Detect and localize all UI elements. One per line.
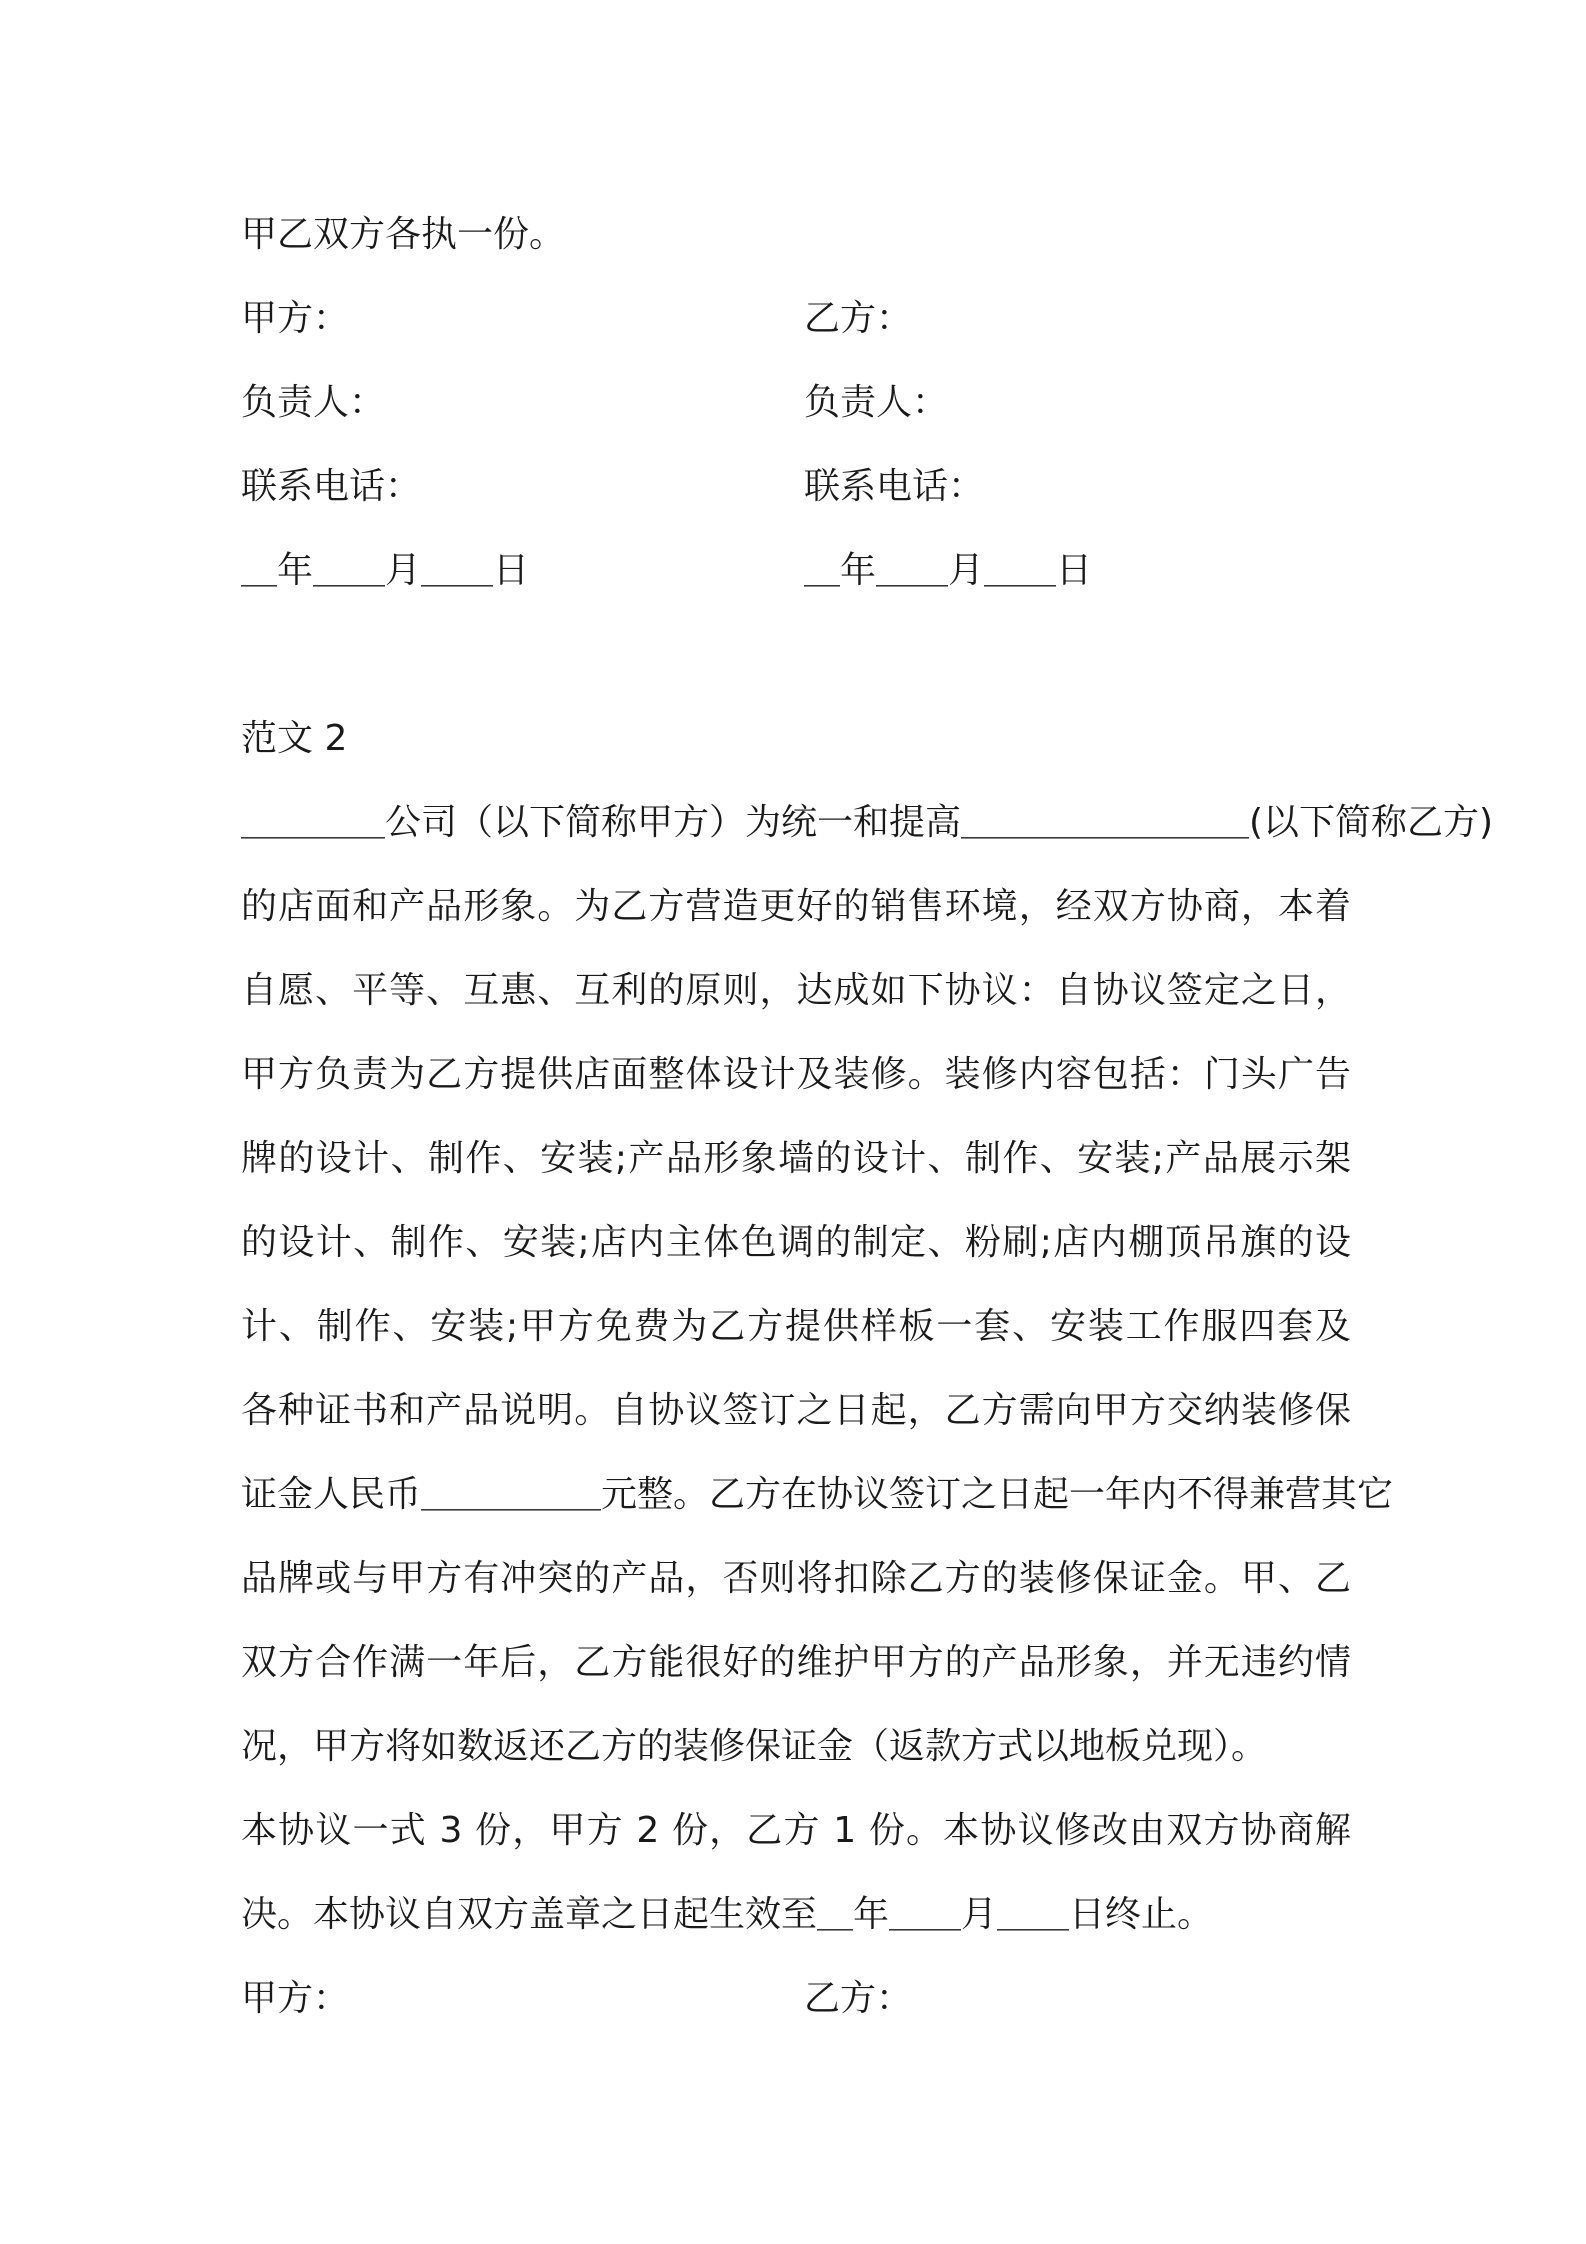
- paragraph-line: 各种证书和产品说明。自协议签订之日起，乙方需向甲方交纳装修保: [241, 1390, 1351, 1431]
- party-a-date: ＿年＿＿月＿＿日: [241, 550, 530, 591]
- paragraph-line: 证金人民币＿＿＿＿＿元整。乙方在协议签订之日起一年内不得兼营其它: [241, 1474, 1394, 1515]
- signature-row-phone: [241, 445, 1351, 529]
- party-a-representative-label: 负责人：: [241, 382, 386, 423]
- paragraph-line: 的设计、制作、安装;店内主体色调的制定、粉刷;店内棚顶吊旗的设: [241, 1222, 1351, 1263]
- paragraph-line: 计、制作、安装;甲方免费为乙方提供样板一套、安装工作服四套及: [241, 1306, 1351, 1347]
- paragraph-line: ＿＿＿＿公司（以下简称甲方）为统一和提高＿＿＿＿＿＿＿＿(以下简称乙方): [241, 802, 1494, 843]
- paragraph-line: 本协议一式 3 份，甲方 2 份，乙方 1 份。本协议修改由双方协商解: [241, 1810, 1351, 1851]
- party-b-label: 乙方：: [804, 298, 913, 339]
- paragraph-line: 品牌或与甲方有冲突的产品，否则将扣除乙方的装修保证金。甲、乙: [241, 1558, 1351, 1599]
- party-b-representative-label: 负责人：: [804, 382, 949, 423]
- paragraph-line: 的店面和产品形象。为乙方营造更好的销售环境，经双方协商，本着: [241, 886, 1351, 927]
- party-b-label: 乙方：: [804, 1978, 913, 2019]
- signature-row-party-2: [241, 1957, 1351, 2041]
- paragraph-line: 双方合作满一年后，乙方能很好的维护甲方的产品形象，并无违约情: [241, 1642, 1351, 1683]
- paragraph-line: 牌的设计、制作、安装;产品形象墙的设计、制作、安装;产品展示架: [241, 1138, 1351, 1179]
- signature-row-party: [241, 277, 1351, 361]
- signature-row-representative: [241, 361, 1351, 445]
- party-b-date: ＿年＿＿月＿＿日: [804, 550, 1093, 591]
- paragraph-line: 自愿、平等、互惠、互利的原则，达成如下协议：自协议签定之日，: [241, 970, 1351, 1011]
- paragraph-line: 甲方负责为乙方提供店面整体设计及装修。装修内容包括：门头广告: [241, 1054, 1351, 1095]
- closing-text: 甲乙双方各执一份。: [241, 214, 566, 255]
- paragraph-line: 况，甲方将如数返还乙方的装修保证金（返款方式以地板兑现）。: [241, 1726, 1268, 1767]
- sample-heading: 范文 2: [241, 718, 348, 759]
- party-a-phone-label: 联系电话：: [241, 466, 422, 507]
- paragraph-line: 决。本协议自双方盖章之日起生效至＿年＿＿月＿＿日终止。: [241, 1894, 1214, 1935]
- signature-row-date: [241, 529, 1351, 613]
- party-a-label: 甲方：: [241, 1978, 350, 2019]
- party-b-phone-label: 联系电话：: [804, 466, 985, 507]
- party-a-label: 甲方：: [241, 298, 350, 339]
